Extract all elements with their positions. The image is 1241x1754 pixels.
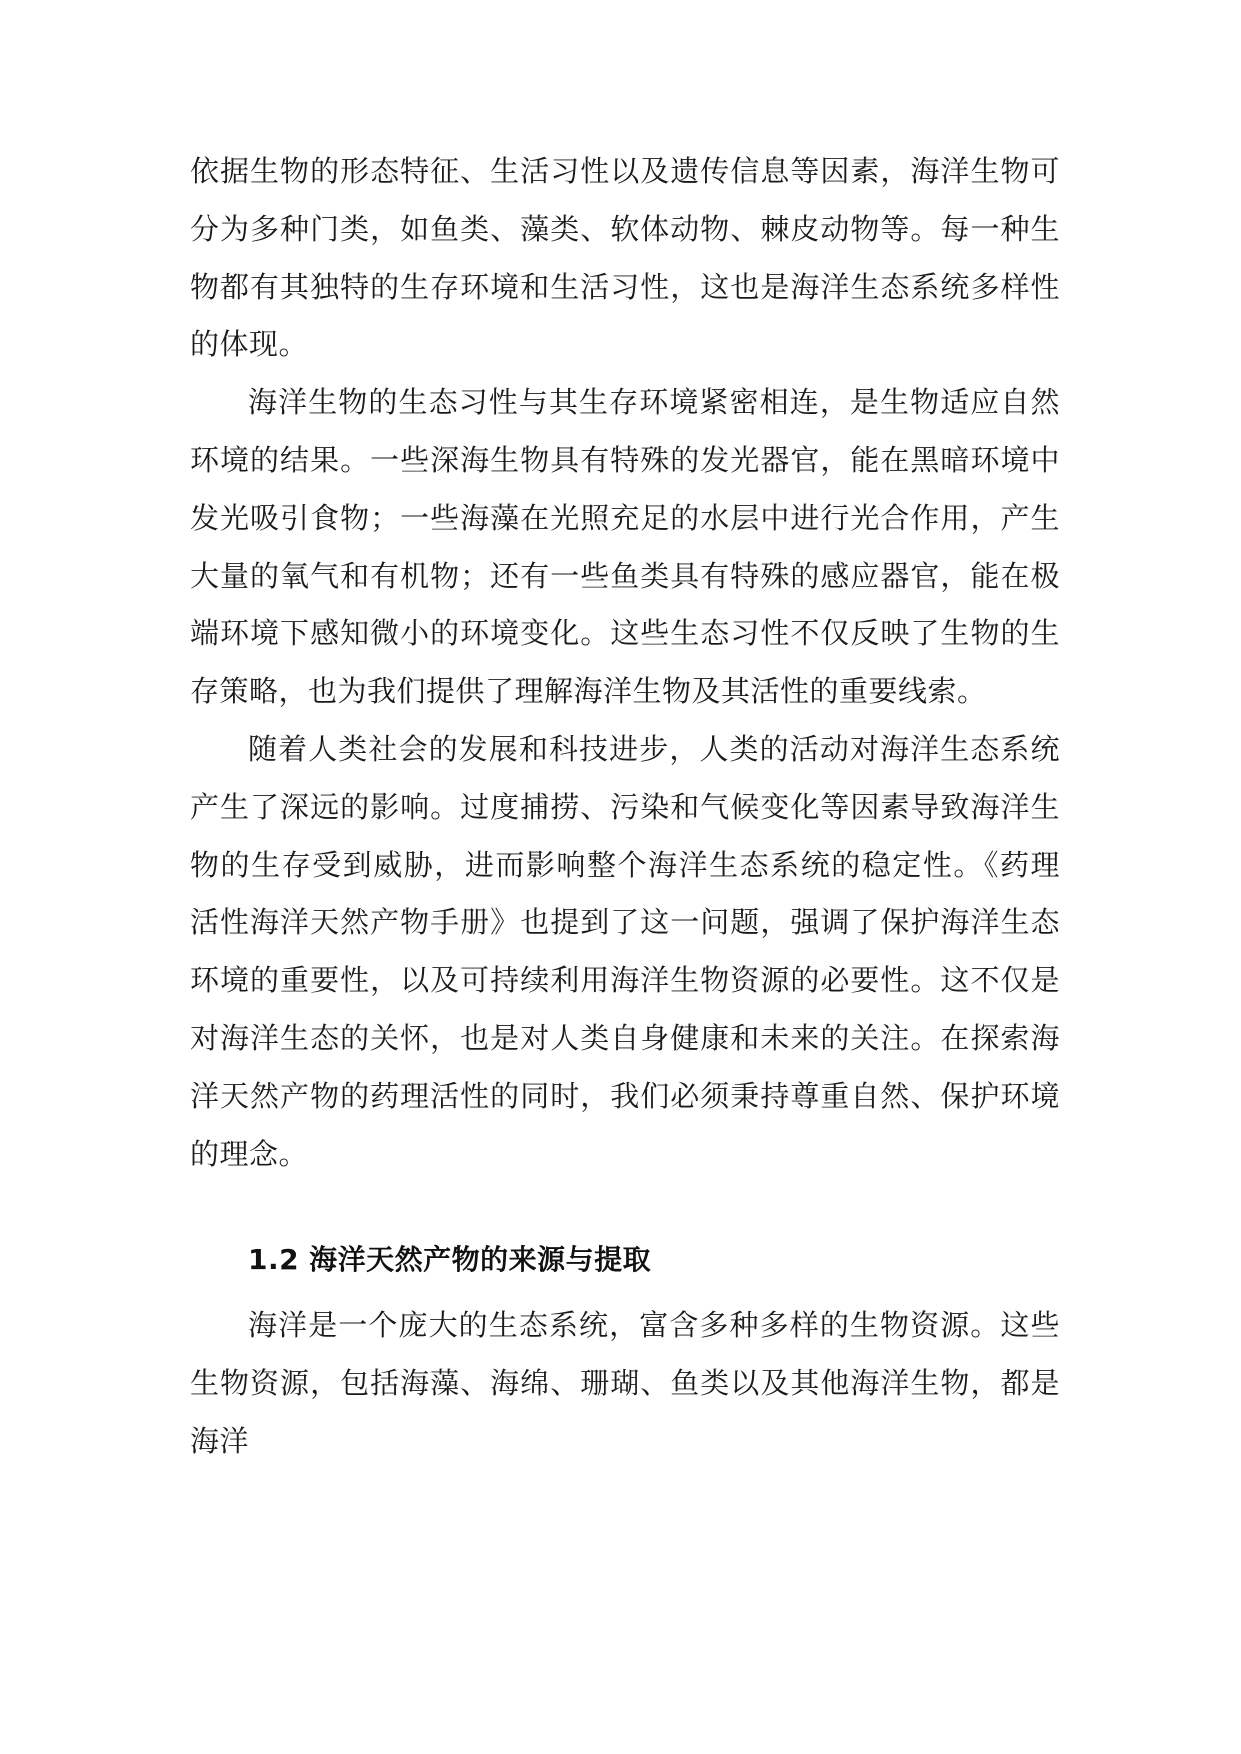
page-content: [190, 143, 1060, 1471]
section-number: 1.2: [248, 1243, 300, 1277]
body-paragraph-ecology: 海洋生物的生态习性与其生存环境紧密相连，是生物适应自然环境的结果。一些深海生物具有特殊的发光器官，能在黑暗环境中发光吸引食物；一些海藻在光照充足的水层中进行光合作用，产生大量的氧气和有机物；还有一些鱼类具有特殊的感应器官，能在极端环境下感知微小的环境变化。这些生态习性不仅反映了生物的生存策略，也为我们提供了理解海洋生物及其活性的重要线索。: [190, 385, 1060, 709]
body-paragraph-sources: 海洋是一个庞大的生态系统，富含多种多样的生物资源。这些生物资源，包括海藻、海绵、珊瑚、鱼类以及其他海洋生物，都是海洋: [190, 1308, 1060, 1458]
section-heading: [190, 1231, 1060, 1289]
section-title: 海洋天然产物的来源与提取: [309, 1243, 652, 1277]
body-paragraph-continued: 依据生物的形态特征、生活习性以及遗传信息等因素，海洋生物可分为多种门类，如鱼类、藻类、软体动物、棘皮动物等。每一种生物都有其独特的生存环境和生活习性，这也是海洋生态系统多样性的体现。: [190, 154, 1060, 362]
body-paragraph-human-impact: 随着人类社会的发展和科技进步，人类的活动对海洋生态系统产生了深远的影响。过度捕捞、污染和气候变化等因素导致海洋生物的生存受到威胁，进而影响整个海洋生态系统的稳定性。《药理活性海洋天然产物手册》也提到了这一问题，强调了保护海洋生态环境的重要性，以及可持续利用海洋生物资源的必要性。这不仅是对海洋生态的关怀，也是对人类自身健康和未来的关注。在探索海洋天然产物的药理活性的同时，我们必须秉持尊重自然、保护环境的理念。: [190, 731, 1060, 1171]
